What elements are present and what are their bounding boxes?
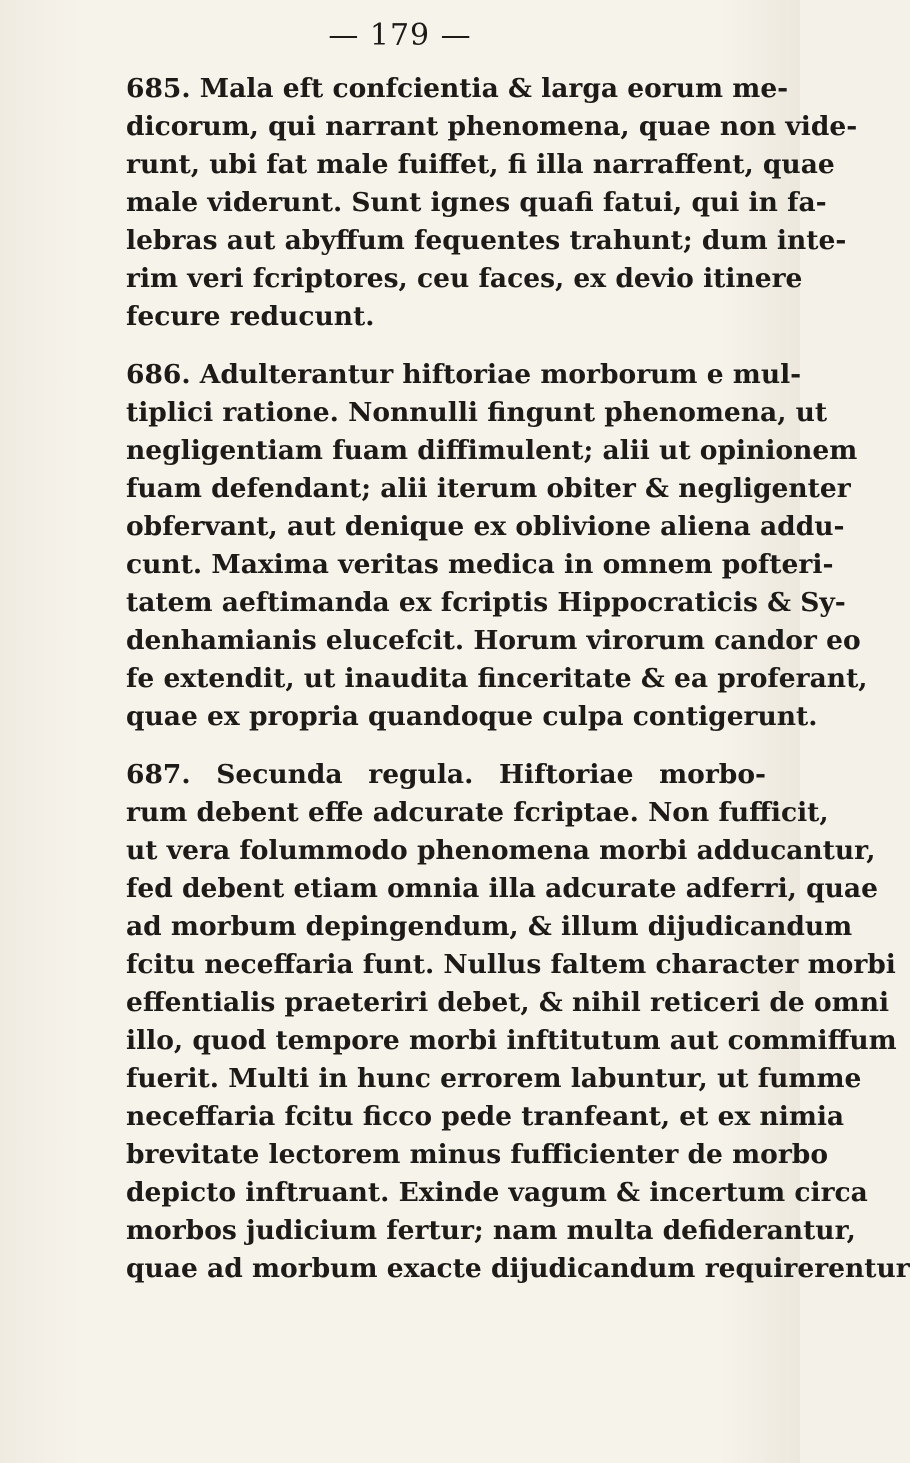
text-line: neceffaria fcitu ficco pede tranfeant, et ex nimia (126, 1101, 845, 1132)
text-line: ad morbum depingendum, & illum dijudicandum (126, 911, 853, 942)
text-line: cunt. Maxima veritas medica in omnem pofteri- (126, 549, 834, 580)
paragraph-685 (126, 70, 858, 336)
paragraph-gap (126, 336, 766, 356)
page-number: — 179 — (328, 18, 472, 53)
text-line: depicto inftruant. Exinde vagum & incertum circa (126, 1177, 868, 1208)
text-line: tatem aeftimanda ex fcriptis Hippocraticis & Sy- (126, 587, 846, 618)
text-line: fuam defendant; alii iterum obiter & negligenter (126, 473, 851, 504)
text-line: fe extendit, ut inaudita finceritate & ea proferant, (126, 663, 868, 694)
text-line: runt, ubi fat male fuiffet, fi illa narraffent, quae (126, 149, 835, 180)
text-line: morbos judicium fertur; nam multa defiderantur, (126, 1215, 856, 1246)
text-line: 687. Secunda regula. Hiftoriae morbo- (126, 759, 766, 790)
text-line: fecure reducunt. (126, 301, 375, 332)
text-line: ut vera folummodo phenomena morbi adducantur, (126, 835, 876, 866)
paragraph-686 (126, 356, 868, 736)
text-line: denhamianis elucefcit. Horum virorum candor eo (126, 625, 861, 656)
text-line: 686. Adulterantur hiftoriae morborum e mul- (126, 359, 802, 390)
text-line: dicorum, qui narrant phenomena, quae non vide- (126, 111, 858, 142)
text-line: fed debent etiam omnia illa adcurate adferri, quae (126, 873, 878, 904)
text-line: 685. Mala eft confcientia & larga eorum me- (126, 73, 789, 104)
text-line: fuerit. Multi in hunc errorem labuntur, ut fumme (126, 1063, 862, 1094)
text-body (126, 70, 910, 1288)
text-line: illo, quod tempore morbi inftitutum aut commiffum (126, 1025, 897, 1056)
text-line: lebras aut abyffum fequentes trahunt; dum inte- (126, 225, 847, 256)
text-line: negligentiam fuam diffimulent; alii ut opinionem (126, 435, 858, 466)
text-line: male viderunt. Sunt ignes quafi fatui, qui in fa- (126, 187, 827, 218)
text-line: brevitate lectorem minus fufficienter de morbo (126, 1139, 829, 1170)
text-line: quae ex propria quandoque culpa contigerunt. (126, 701, 818, 732)
text-line: fcitu neceffaria funt. Nullus faltem character morbi (126, 949, 896, 980)
text-line: rim veri fcriptores, ceu faces, ex devio itinere (126, 263, 803, 294)
text-line: obfervant, aut denique ex oblivione aliena addu- (126, 511, 845, 542)
paragraph-687 (126, 756, 910, 1288)
text-line: tiplici ratione. Nonnulli fingunt phenomena, ut (126, 397, 828, 428)
text-line: quae ad morbum exacte dijudicandum requirerentur (126, 1253, 910, 1284)
text-line: rum debent effe adcurate fcriptae. Non fufficit, (126, 797, 829, 828)
paragraph-gap (126, 736, 766, 756)
text-line: effentialis praeteriri debet, & nihil reticeri de omni (126, 987, 890, 1018)
